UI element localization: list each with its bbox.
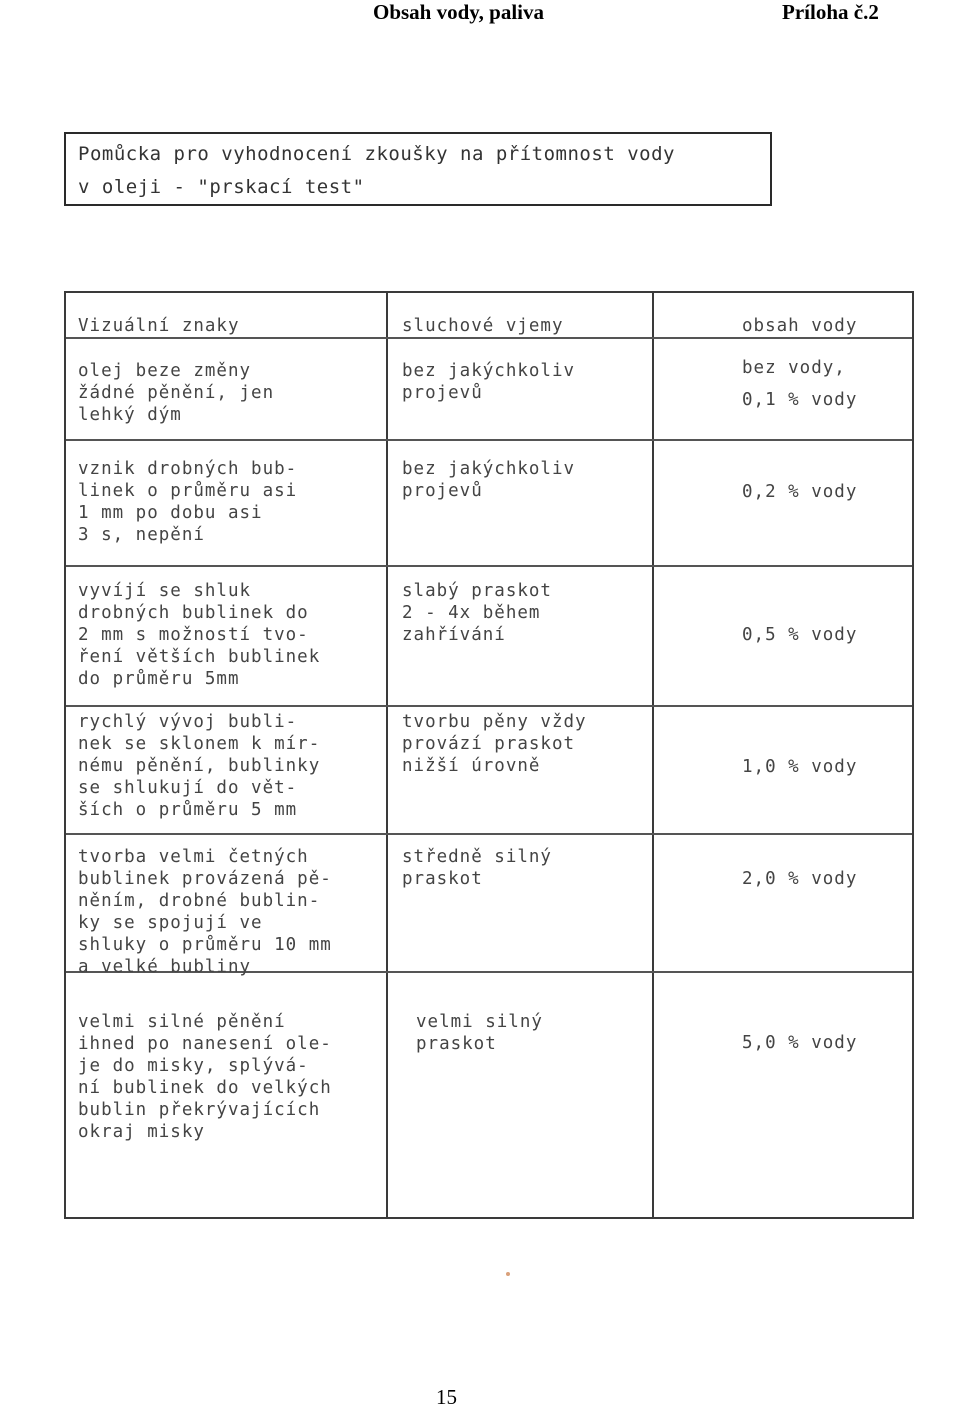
test-title-line-2: v oleji - "prskací test": [78, 176, 365, 198]
header-sound-perceptions: sluchové vjemy: [402, 316, 564, 336]
row-1-sound: bez jakýchkoliv projevů: [402, 361, 576, 403]
row-5-visual: tvorba velmi četných bublinek provázená pě- něním, drobné bublin- ky se spojují ve shluky o průměru 10 mm a velké bubliny: [78, 847, 332, 977]
column-divider: [386, 293, 388, 1217]
test-title-box: [64, 132, 772, 206]
row-divider: [66, 565, 912, 567]
row-6-sound: velmi silný praskot: [416, 1012, 543, 1054]
row-divider: [66, 439, 912, 441]
row-divider: [66, 337, 912, 339]
page-header-appendix: Príloha č.2: [782, 0, 879, 24]
page-number: 15: [436, 1385, 457, 1409]
header-visual-signs: Vizuální znaky: [78, 316, 240, 336]
scan-speck: [506, 1272, 510, 1276]
water-test-table: [64, 291, 914, 1219]
row-2-sound: bez jakýchkoliv projevů: [402, 459, 576, 501]
row-5-water: 2,0 % vody: [742, 869, 858, 889]
page-header-title: Obsah vody, paliva: [373, 0, 544, 24]
header-water-content: obsah vody: [742, 316, 858, 336]
row-2-visual: vznik drobných bub- linek o průměru asi 1 mm po dobu asi 3 s, nepění: [78, 459, 298, 545]
row-3-sound: slabý praskot 2 - 4x během zahřívání: [402, 581, 552, 645]
row-6-visual: velmi silné pěnění ihned po nanesení ole- je do misky, splývá- ní bublinek do velkých bublin překrývajících okraj misky: [78, 1012, 332, 1142]
row-4-water: 1,0 % vody: [742, 757, 858, 777]
row-4-visual: rychlý vývoj bubli- nek se sklonem k mír- nému pěnění, bublinky se shlukují do vět- ších o průměru 5 mm: [78, 712, 321, 820]
test-title-line-1: Pomůcka pro vyhodnocení zkoušky na přítomnost vody: [78, 143, 675, 165]
row-4-sound: tvorbu pěny vždy provází praskot nižší úrovně: [402, 712, 587, 776]
column-divider: [652, 293, 654, 1217]
row-2-water: 0,2 % vody: [742, 482, 858, 502]
row-divider: [66, 705, 912, 707]
row-6-water: 5,0 % vody: [742, 1033, 858, 1053]
row-divider: [66, 833, 912, 835]
row-1-water: bez vody, 0,1 % vody: [742, 358, 858, 410]
row-5-sound: středně silný praskot: [402, 847, 552, 889]
row-1-visual: olej beze změny žádné pěnění, jen lehký dým: [78, 361, 275, 425]
row-3-visual: vyvíjí se shluk drobných bublinek do 2 mm s možností tvo- ření větších bublinek do průměru 5mm: [78, 581, 321, 689]
row-3-water: 0,5 % vody: [742, 625, 858, 645]
